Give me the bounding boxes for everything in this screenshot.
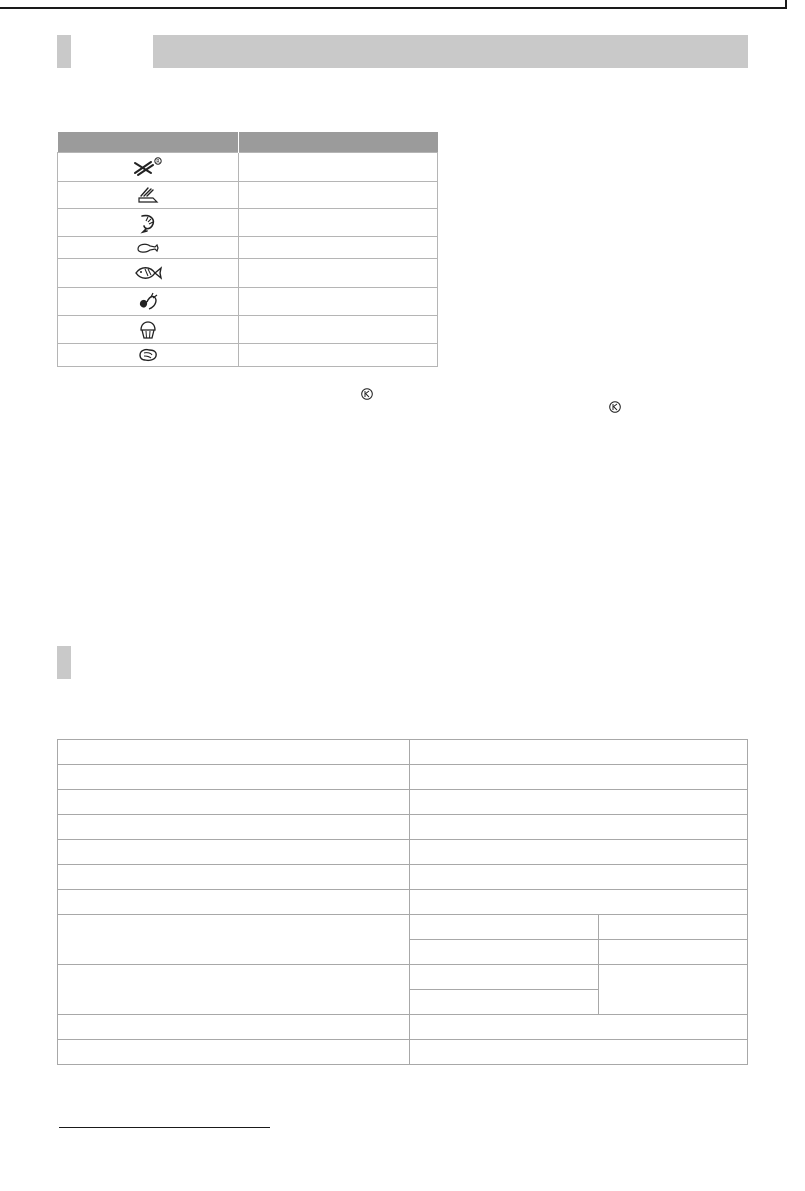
spec-label-cell [58,740,410,765]
spec-label-cell [58,915,410,965]
spec-value-cell [410,965,599,990]
spec-value-cell [410,790,748,815]
table-row [58,153,438,182]
icon-cell [58,237,239,259]
table-row [58,237,438,259]
description-cell [239,259,438,288]
spec-value-cell [410,865,748,890]
frozen-food-icon [136,185,160,205]
spec-value-cell [410,840,748,865]
shrimp-icon [137,212,159,234]
spec-label-cell [58,965,410,1015]
vegetables-icon [136,291,160,313]
svg-text:R: R [156,159,160,165]
table-row [58,1040,748,1065]
description-cell [239,153,438,182]
table-row [58,915,748,940]
header-cell [239,132,438,153]
spec-label-cell [58,1040,410,1065]
table-row [58,316,438,344]
spec-label-cell [58,890,410,915]
description-cell [239,209,438,237]
specifications-table [57,739,748,1065]
spec-value-cell [410,915,599,940]
description-cell [239,237,438,259]
cake-icon [137,319,159,341]
program-table [57,132,438,367]
description-cell [239,316,438,344]
spec-value-cell [410,765,748,790]
spec-label-cell [58,815,410,840]
table-row [58,209,438,237]
section-heading-bar [153,35,748,68]
spec-value-cell [410,890,748,915]
table-row [58,182,438,209]
chicken-leg-icon [135,241,161,255]
footnote-rule [59,1127,270,1128]
icon-cell [58,344,239,367]
description-cell [239,344,438,367]
spec-value-cell [410,1015,748,1040]
spec-label-cell [58,790,410,815]
icon-cell [58,182,239,209]
spec-value-cell [410,740,748,765]
table-row [58,259,438,288]
table-row [58,740,748,765]
icon-cell [58,288,239,316]
table-row [58,765,748,790]
spec-label-cell [58,1015,410,1040]
spec-value-cell [599,965,748,1015]
icon-cell [58,316,239,344]
table-row [58,815,748,840]
spec-value-cell [410,990,599,1015]
spec-value-cell [410,940,599,965]
fish-icon [133,263,163,283]
table-row [58,288,438,316]
table-row [58,840,748,865]
fries-icon [131,156,165,178]
preheat-icon [609,401,621,413]
section-number-block [57,35,71,68]
corner-tick [785,0,787,8]
program-table-header [58,132,438,153]
table-row [58,344,438,367]
icon-cell [58,209,239,237]
preheat-icon [361,388,373,400]
section-number-block [57,646,71,679]
description-cell [239,182,438,209]
icon-cell [58,259,239,288]
table-row [58,1015,748,1040]
spec-label-cell [58,865,410,890]
table-row [58,865,748,890]
spec-label-cell [58,840,410,865]
top-rule [0,7,787,9]
spec-value-cell [599,940,748,965]
spec-value-cell [599,915,748,940]
table-row [58,965,748,990]
table-row [58,790,748,815]
spec-label-cell [58,765,410,790]
header-cell [58,132,239,153]
table-row [58,890,748,915]
spec-value-cell [410,815,748,840]
icon-cell [58,153,239,182]
steak-icon [137,347,159,363]
spec-value-cell [410,1040,748,1065]
description-cell [239,288,438,316]
